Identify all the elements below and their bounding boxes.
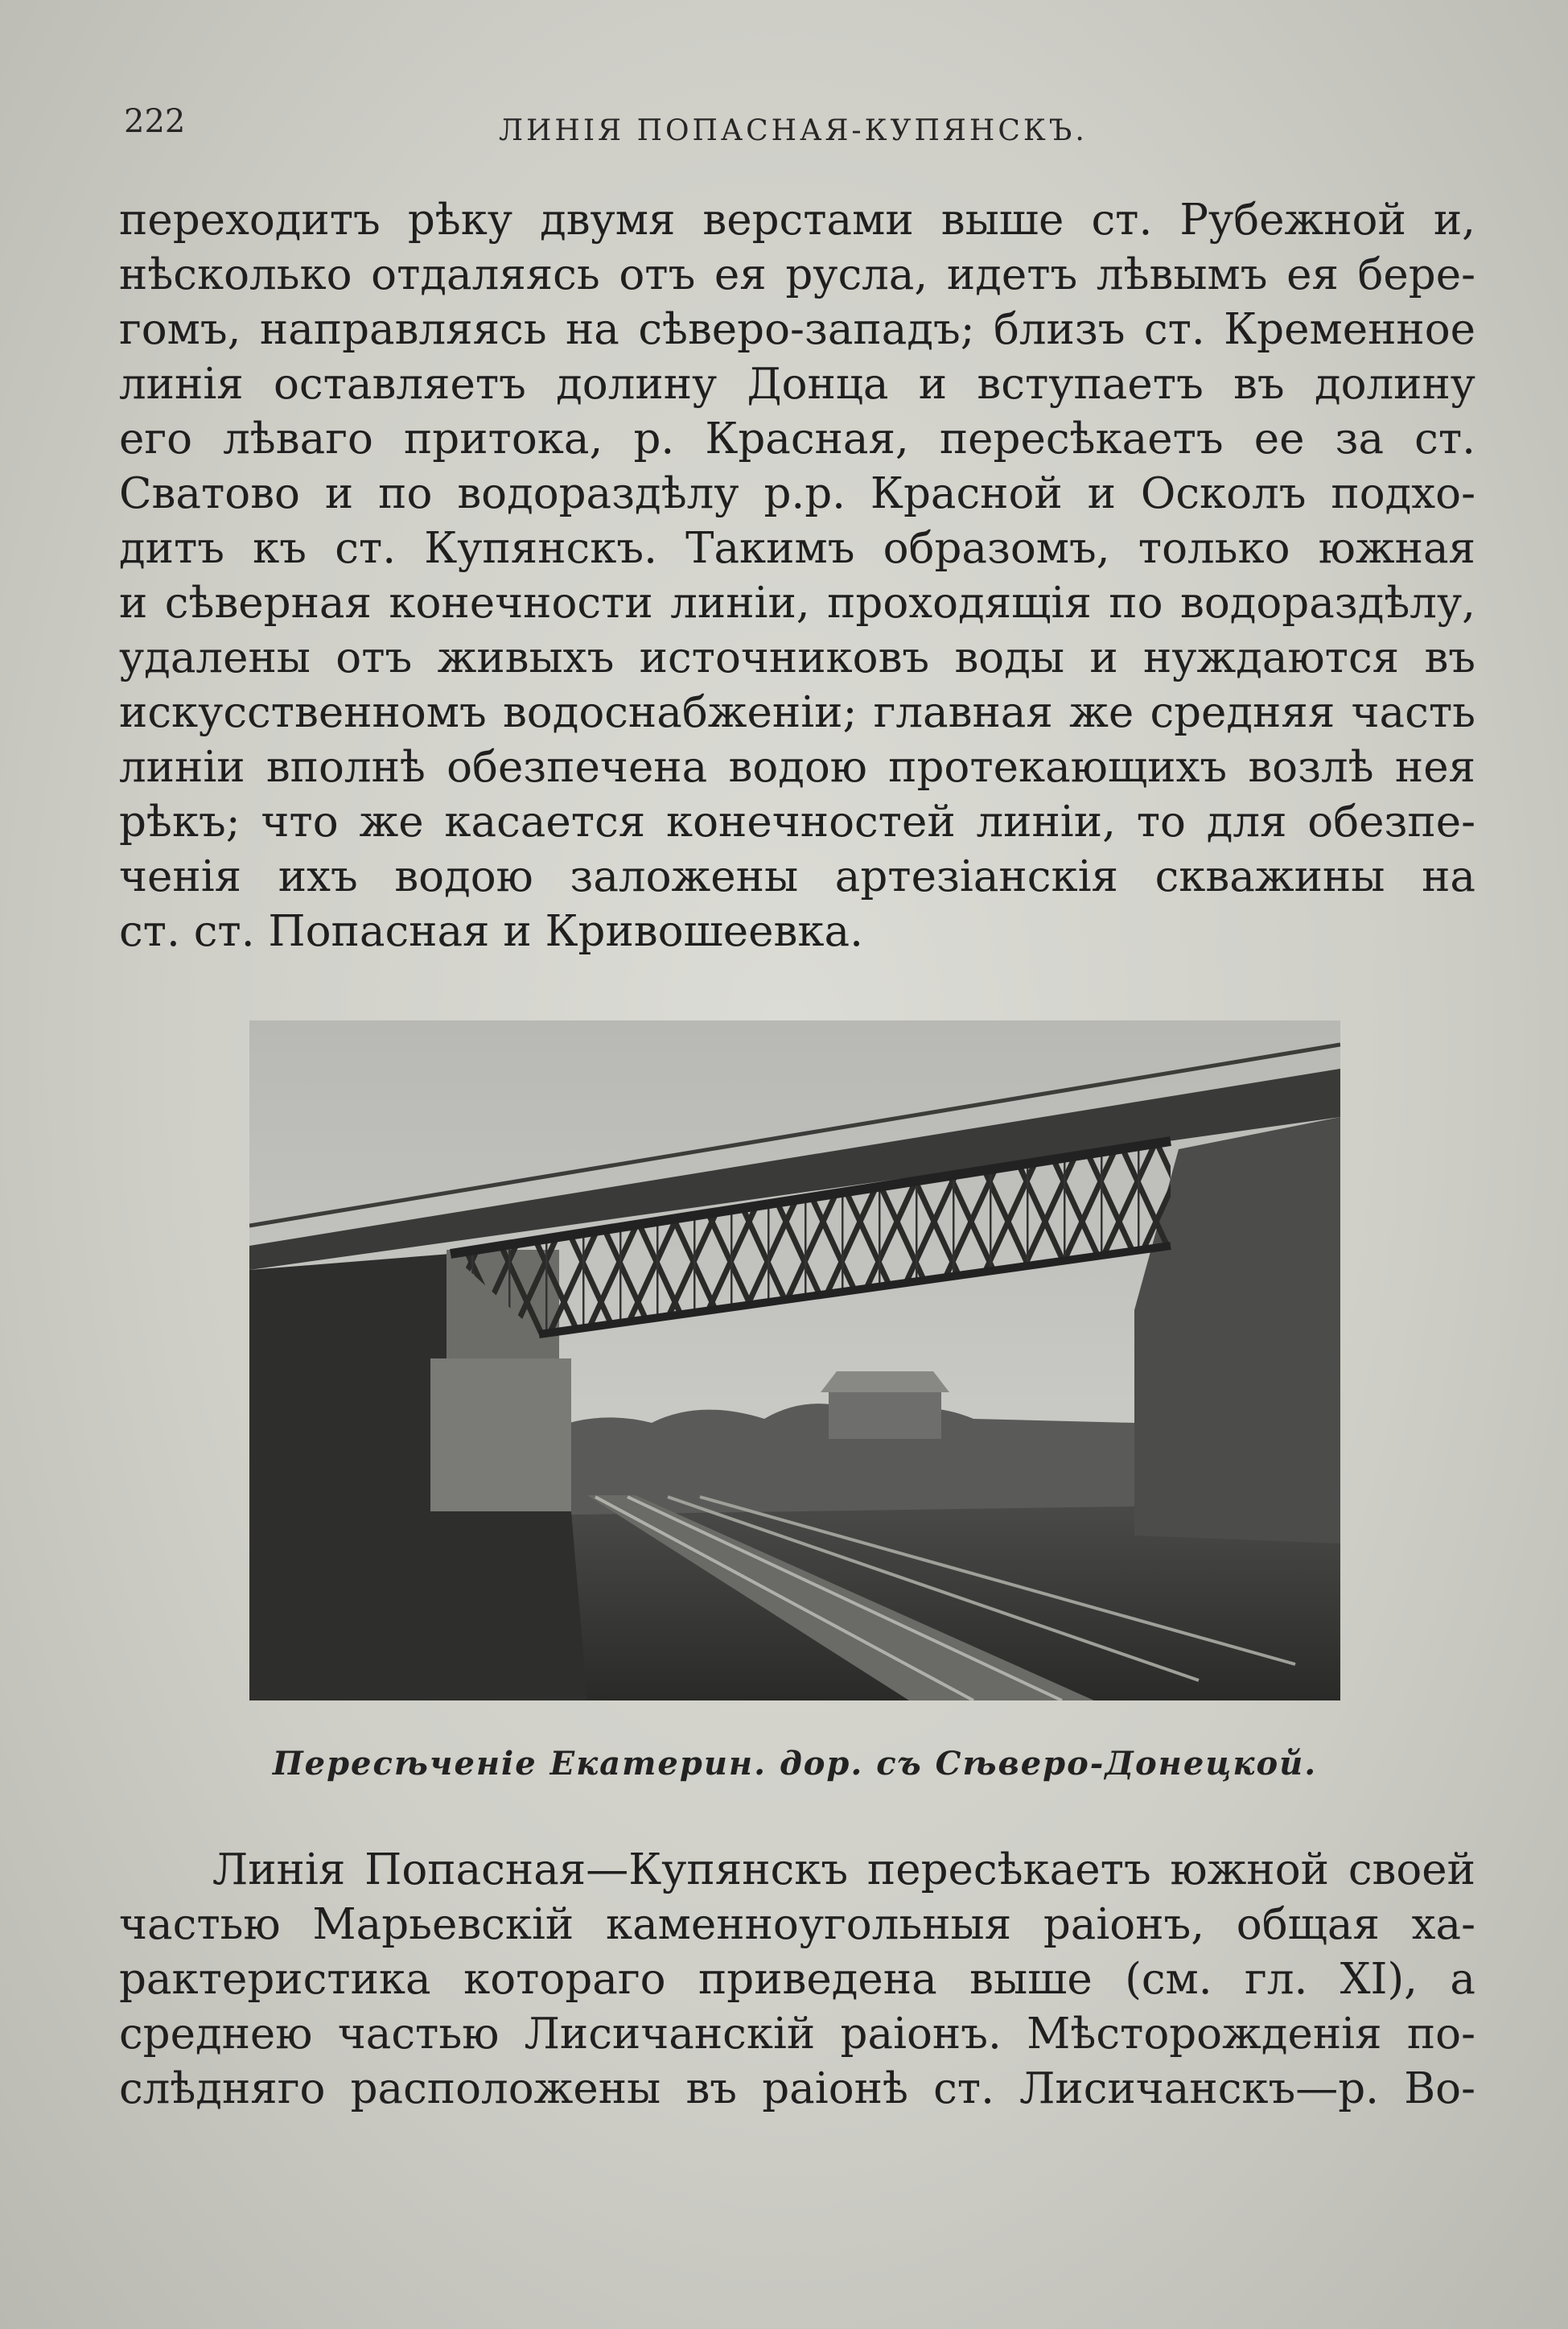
paragraph-2 xyxy=(119,1843,1475,2117)
text-line: и сѣверная конечности линіи, проходящія по водораздѣлу, xyxy=(119,579,1475,628)
text-line: ст. ст. Попасная и Кривошеевка. xyxy=(119,907,863,956)
bridge-photo-illustration xyxy=(249,1020,1340,1700)
running-title: ЛИНІЯ ПОПАСНАЯ-КУПЯНСКЪ. xyxy=(499,114,1088,147)
text-line: нѣсколько отдаляясь отъ ея русла, идетъ лѣвымъ ея бере- xyxy=(119,250,1475,299)
text-line: ченія ихъ водою заложены артезіанскія скважины на xyxy=(119,852,1475,901)
text-line: его лѣваго притока, р. Красная, пересѣкаетъ ее за ст. xyxy=(119,414,1475,464)
text-line: гомъ, направляясь на сѣверо-западъ; близъ ст. Кременное xyxy=(119,305,1475,354)
page-number: 222 xyxy=(124,103,186,140)
text-line: дитъ къ ст. Купянскъ. Такимъ образомъ, только южная xyxy=(119,524,1475,573)
bridge-photograph xyxy=(249,1020,1340,1700)
text-line: переходитъ рѣку двумя верстами выше ст. Рубежной и, xyxy=(119,196,1475,245)
text-line: Линія Попасная—Купянскъ пересѣкаетъ южной своей xyxy=(212,1845,1475,1894)
text-line: слѣдняго расположены въ раіонѣ ст. Лисичанскъ—р. Во- xyxy=(119,2064,1475,2113)
text-line: искусственномъ водоснабженіи; главная же средняя часть xyxy=(119,688,1475,737)
text-line: частью Марьевскій каменноугольныя раіонъ, общая ха- xyxy=(119,1900,1475,1949)
text-line: среднею частью Лисичанскій раіонъ. Мѣсторожденія по- xyxy=(119,2010,1475,2059)
text-line: удалены отъ живыхъ источниковъ воды и нуждаются въ xyxy=(119,633,1475,682)
text-line: рѣкъ; что же касается конечностей линіи, то для обезпе- xyxy=(119,798,1475,847)
page-header xyxy=(121,103,1447,151)
figure-caption: Пересѣченіе Екатерин. дор. съ Сѣверо-Донецкой. xyxy=(272,1745,1318,1783)
paragraph-1 xyxy=(119,193,1475,959)
text-line: линія оставляетъ долину Донца и вступаетъ въ долину xyxy=(119,360,1475,409)
text-line: рактеристика котораго приведена выше (см. гл. XI), а xyxy=(119,1955,1475,2004)
text-line: линіи вполнѣ обезпечена водою протекающихъ возлѣ нея xyxy=(119,743,1475,792)
text-line: Сватово и по водораздѣлу р.р. Красной и Осколъ подхо- xyxy=(119,469,1475,518)
